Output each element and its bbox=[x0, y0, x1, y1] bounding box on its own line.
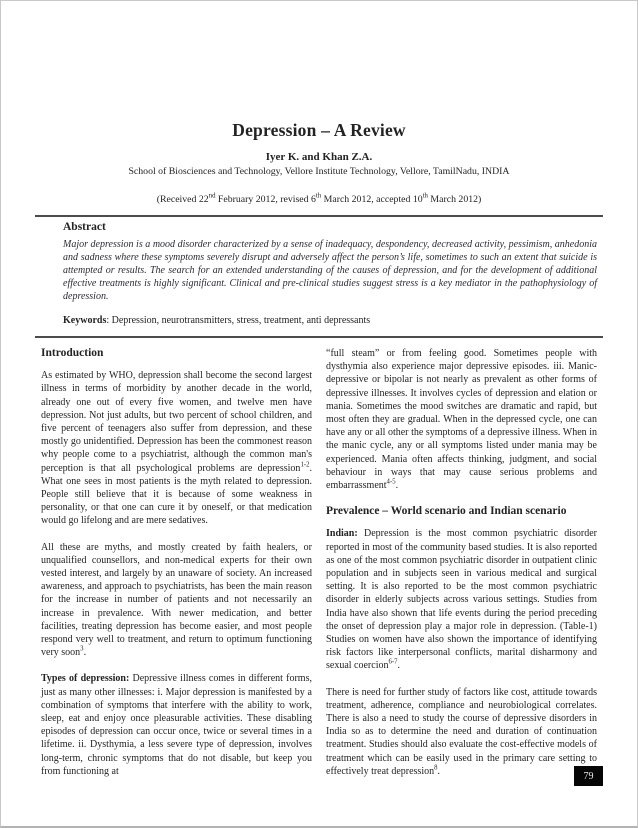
received-part: March 2012) bbox=[427, 194, 482, 205]
paragraph-text: . bbox=[397, 660, 401, 672]
run-in-heading: Types of depression: bbox=[41, 673, 130, 685]
keywords-label: Keywords bbox=[63, 315, 107, 326]
citation-superscript: 4-5 bbox=[386, 478, 396, 486]
paragraph-text: . bbox=[83, 647, 87, 659]
paragraph-text: . bbox=[437, 765, 441, 777]
paper-header bbox=[1, 1, 637, 205]
keywords-line bbox=[63, 315, 597, 326]
received-part: (Received 22 bbox=[156, 194, 209, 205]
further-study-paragraph bbox=[326, 686, 597, 778]
paragraph-text: All these are myths, and mostly created by faith healers, or unqualified counsellors, and non-medical experts for their own vested interest, and largely by an unaware of society. An increased awareness, and approach to psychiatrists, has been the main reason for the increase in number of patients and not necessarily an increase in prevalence. With newer medication, and better facilities, treating depression has become easier, and most people respond very well to treatment, and return to optimum functioning very soon bbox=[41, 541, 312, 659]
abstract-section bbox=[63, 221, 597, 326]
citation-superscript: 6-7 bbox=[388, 659, 398, 667]
paragraph-text: Depression is the most common psychiatric disorder reported in most of the community based studies. It is also reported as one of the most common psychiatric disorder in outpatient clinic population and in subjects seen in various medical and surgical setting. It is also reported to be the most common psychiatric disorder in elderly subjects across various settings. Studies from India have also shown that life events during the period preceding the onset of depression play a major role in depression. (Table-1) Studies on women have also shown the importance of identifying risk factors like interpersonal conflicts, marital disharmony and sexual coercion bbox=[326, 528, 597, 672]
left-column bbox=[41, 347, 312, 791]
received-part: March 2012, accepted 10 bbox=[321, 194, 423, 205]
intro-paragraph-2 bbox=[41, 541, 312, 660]
paragraph-text: Depressive illness comes in different forms, just as many other illnesses: i. Major depression is manifested by a combination of symptoms that interfere with the ability to work, sleep, eat and enjoy once pleasurable activities. These disabling episodes of depression can occur once, twice or several times in a lifetime. ii. Dysthymia, a less severe type of depression, involves long-term, chronic symptoms that do not disable, but keep you from functioning at bbox=[41, 673, 312, 777]
section-heading-introduction: Introduction bbox=[41, 347, 104, 359]
authors-line: Iyer K. and Khan Z.A. bbox=[265, 151, 373, 163]
horizontal-rule-top bbox=[35, 215, 603, 217]
citation-superscript: 1-2 bbox=[300, 461, 310, 469]
indian-scenario-paragraph bbox=[326, 527, 597, 672]
abstract-body: Major depression is a mood disorder characterized by a sense of inadequacy, despondency, decreased activity, pessimism, anhedonia and sadness where these symptoms severely disrupt and adversely affect the person’s life, sometimes to such an extent that suicide is attempted or results. The search for an extended understanding of the causes of depression, and for the development of additional effective treatments is highly significant. Clinical and pre-clinical studies suggest stress is a key mediator in the pathophysiology of depression. bbox=[63, 239, 597, 302]
section-heading-prevalence: Prevalence – World scenario and Indian scenario bbox=[326, 505, 567, 518]
types-of-depression-paragraph bbox=[41, 672, 312, 778]
run-in-heading: Indian: bbox=[326, 528, 358, 540]
horizontal-rule-bottom bbox=[35, 336, 603, 338]
received-superscript: nd bbox=[208, 192, 216, 200]
intro-paragraph-1 bbox=[41, 369, 312, 527]
paper-title: Depression – A Review bbox=[232, 120, 406, 140]
dysthymia-continuation-paragraph bbox=[326, 347, 597, 492]
received-line bbox=[1, 194, 637, 205]
affiliation-line: School of Biosciences and Technology, Vellore Institute Technology, Vellore, TamilNadu, INDIA bbox=[128, 166, 510, 177]
received-superscript: th bbox=[422, 192, 428, 200]
paragraph-text: “full steam” or from feeling good. Sometimes people with dysthymia also experience major depressive episodes. iii. Manic-depressive or bipolar is not nearly as prevalent as other forms of depressive illnesses. It involves cycles of depression and elation or mania. Sometimes the mood switches are dramatic and rapid, but most often they are gradual. When in the depressed cycle, one can have any or all other the symptoms of a depressive illness. When in the manic cycle, any or all symptoms listed under mania may be experienced. Mania often affects thinking, judgment, and social behaviour in ways that may cause serious problems and embarrassment bbox=[326, 348, 597, 492]
abstract-heading: Abstract bbox=[63, 221, 106, 233]
received-part: February 2012, revised 6 bbox=[215, 194, 316, 205]
citation-superscript: 8 bbox=[434, 764, 438, 772]
paragraph-text: . bbox=[395, 480, 399, 492]
keywords-text: : Depression, neurotransmitters, stress, treatment, anti depressants bbox=[106, 315, 371, 326]
received-superscript: th bbox=[315, 192, 322, 200]
right-column bbox=[326, 347, 597, 791]
paragraph-text: . What one sees in most patients is the myth related to depression. People still believe that it is because of some weakness in personality, or that one can cure it by oneself, or that medication would go lifelong and are mere sedatives. bbox=[41, 462, 312, 527]
paragraph-text: There is need for further study of factors like cost, attitude towards treatment, adherence, compliance and neurobiological correlates. There is also a need to study the course of depressive disorders in India so as to determine the need and duration of continuation treatment. Studies should also evaluate the cost-effective models of treatment which can be easily used in the primary care setting to effectively treat depression bbox=[326, 686, 597, 777]
citation-superscript: 3 bbox=[80, 645, 84, 653]
paragraph-text: As estimated by WHO, depression shall become the second largest illness in terms of morbidity by another decade in the world, already one out of every five women, and twelve men have depression. Not just adults, but two percent of school children, and five percent of teenagers also suffer from depression, and these mostly go unidentified. Depression has been the commonest reason why people come to a psychiatrist, although the common man's perception is that all psychological problems are depression bbox=[41, 370, 312, 474]
two-column-body bbox=[41, 347, 597, 791]
page-number-badge: 79 bbox=[574, 766, 603, 786]
